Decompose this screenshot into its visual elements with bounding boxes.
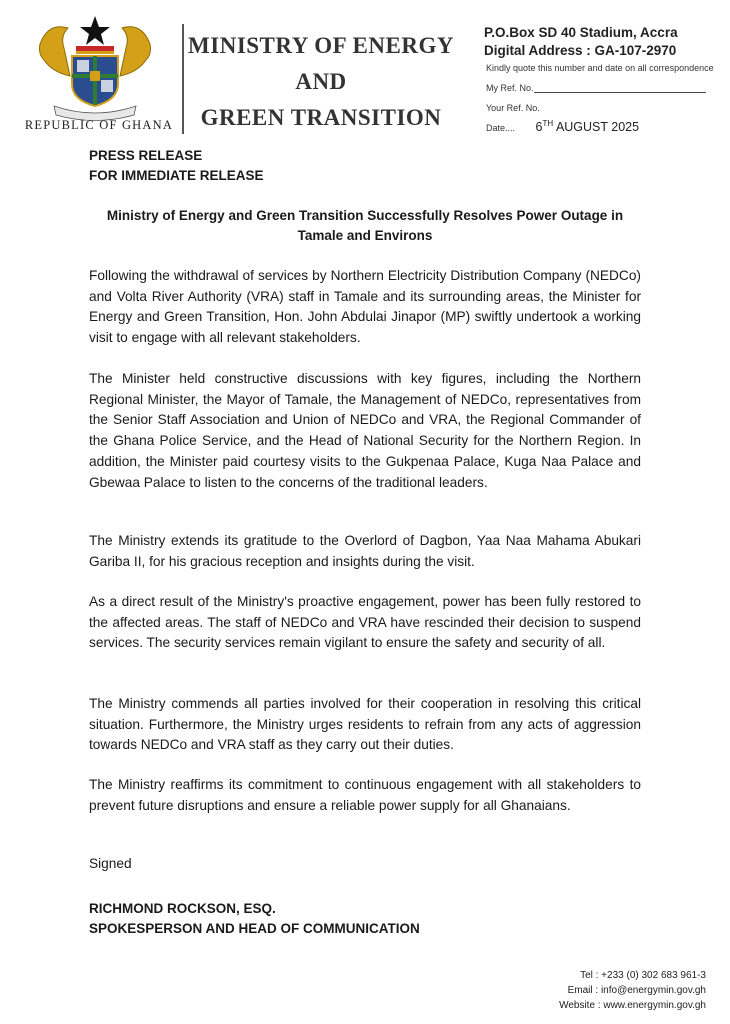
contact-email[interactable]: Email : info@energymin.gov.gh xyxy=(567,985,706,996)
paragraph-2: The Minister held constructive discussions with key figures, including the Northern Regional Minister, the Mayor of Tamale, the Management of NEDCo, representatives from the Senior Staff Association and Union of NEDCo and VRA, the Regional Commander of the Ghana Police Service, and the Head of National Security for the Northern Region. In addition, the Minister paid courtesy visits to the Gukpenaa Palace, Kuga Naa Palace and Gbewaa Palace to listen to the concerns of the traditional leaders. xyxy=(89,371,641,490)
ministry-title-line1: MINISTRY OF ENERGY xyxy=(188,33,454,58)
header-divider xyxy=(182,24,184,134)
republic-label: REPUBLIC OF GHANA xyxy=(24,118,174,132)
date-label: Date xyxy=(486,123,506,134)
contact-block xyxy=(559,968,706,1013)
my-ref-line xyxy=(486,83,706,93)
your-ref-label: Your Ref. No. xyxy=(486,103,540,113)
address-line2: Digital Address : GA-107-2970 xyxy=(484,43,677,58)
contact-tel: Tel : +233 (0) 302 683 961-3 xyxy=(580,970,706,981)
signatory-name: RICHMOND ROCKSON, ESQ. xyxy=(89,901,276,916)
paragraph-1: Following the withdrawal of services by Northern Electricity Distribution Company (NEDCo) and Volta River Authority (VRA) staff in Tamale and its surrounding areas, the Minister for Energy and Green Transition, Hon. John Abdulai Jinapor (MP) swiftly undertook a working visit to engage with all relevant stakeholders. xyxy=(89,268,641,346)
my-ref-label: My Ref. No. xyxy=(486,83,534,93)
date-suffix: TH xyxy=(542,119,554,128)
signed-label: Signed xyxy=(89,856,132,871)
press-headline: Ministry of Energy and Green Transition Successfully Resolves Power Outage in Tamale and Environs xyxy=(106,208,624,243)
ministry-title-line3: GREEN TRANSITION xyxy=(200,105,442,130)
my-ref-underline xyxy=(534,92,706,93)
signatory-title: SPOKESPERSON AND HEAD OF COMMUNICATION xyxy=(89,921,420,936)
paragraph-4: As a direct result of the Ministry's proactive engagement, power has been fully restored to the affected areas. The staff of NEDCo and VRA have rescinded their decision to suspend services. The security services remain vigilant to ensure the safety and security of all. xyxy=(89,594,641,651)
paragraph-6: The Ministry reaffirms its commitment to continuous engagement with all stakeholders to prevent future disruptions and ensure a reliable power supply for all Ghanaians. xyxy=(89,777,641,813)
release-line2: FOR IMMEDIATE RELEASE xyxy=(89,168,264,183)
date-day: 6 xyxy=(535,120,543,135)
address-line1: P.O.Box SD 40 Stadium, Accra xyxy=(484,25,678,40)
ministry-title-line2: AND xyxy=(295,69,347,94)
address-block xyxy=(484,24,714,60)
paragraph-3: The Ministry extends its gratitude to the Overlord of Dagbon, Yaa Naa Mahama Abukari Gariba II, for his gracious reception and insights during the visit. xyxy=(89,533,641,569)
signatory xyxy=(89,899,420,939)
date-value xyxy=(536,120,640,134)
ministry-title xyxy=(186,28,456,136)
your-ref-line xyxy=(486,103,540,113)
date-line: Date.... 6TH AUGUST 2025 xyxy=(486,119,640,135)
paragraph-5: The Ministry commends all parties involved for their cooperation in resolving this critical situation. Furthermore, the Ministry urges residents to refrain from any acts of aggression towards NEDCo and VRA staff as they carry out their duties. xyxy=(89,696,641,753)
date-rest: AUGUST 2025 xyxy=(553,120,640,135)
contact-website[interactable]: Website : www.energymin.gov.gh xyxy=(559,1000,706,1011)
release-type xyxy=(89,146,264,186)
ghana-coat-of-arms-icon xyxy=(30,14,160,124)
quote-note: Kindly quote this number and date on all correspondence xyxy=(486,63,714,73)
release-line1: PRESS RELEASE xyxy=(89,148,203,163)
